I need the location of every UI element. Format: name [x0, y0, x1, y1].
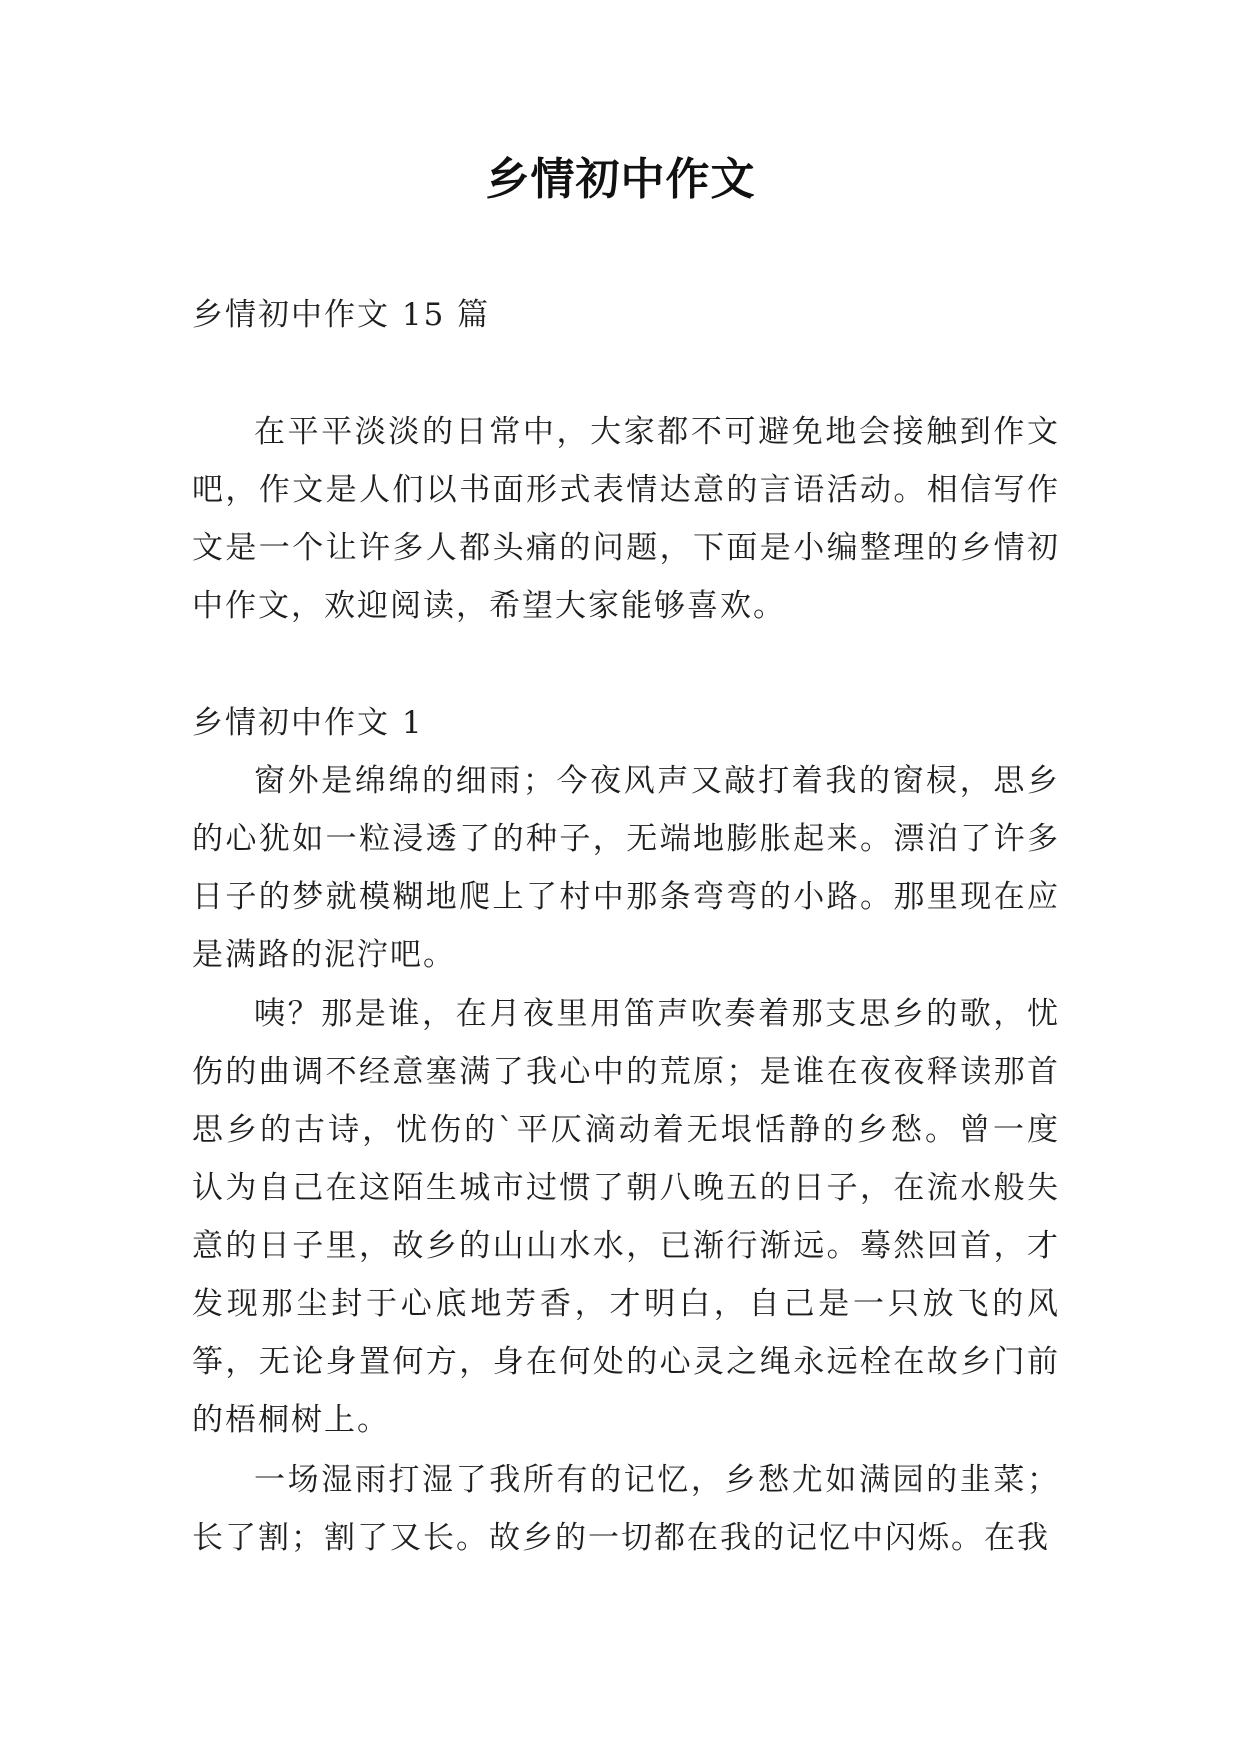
body-paragraph: 窗外是绵绵的细雨；今夜风声又敲打着我的窗棂，思乡的心犹如一粒浸透了的种子，无端地膨胀起来。漂泊了许多日子的梦就模糊地爬上了村中那条弯弯的小路。那里现在应是满路的泥泞吧。	[192, 763, 1060, 973]
document-subtitle: 乡情初中作文 15 篇	[192, 297, 491, 333]
section-heading: 乡情初中作文 1	[192, 705, 424, 741]
document-title: 乡情初中作文	[485, 154, 756, 205]
body-paragraph: 一场湿雨打湿了我所有的记忆，乡愁尤如满园的韭菜；长了割；割了又长。故乡的一切都在我的记忆中闪烁。在我	[192, 1462, 1060, 1556]
body-paragraph: 咦？那是谁，在月夜里用笛声吹奏着那支思乡的歌，忧伤的曲调不经意塞满了我心中的荒原；是谁在夜夜释读那首思乡的古诗，忧伤的`平仄滴动着无垠恬静的乡愁。曾一度认为自己在这陌生城市过惯了朝八晚五的日子，在流水般失意的日子里，故乡的山山水水，已渐行渐远。蓦然回首，才发现那尘封于心底地芳香，才明白，自己是一只放飞的风筝，无论身置何方，身在何处的心灵之绳永远栓在故乡门前的梧桐树上。	[192, 996, 1060, 1438]
intro-paragraph: 在平平淡淡的日常中，大家都不可避免地会接触到作文吧，作文是人们以书面形式表情达意的言语活动。相信写作文是一个让许多人都头痛的问题，下面是小编整理的乡情初中作文，欢迎阅读，希望大家能够喜欢。	[192, 414, 1060, 624]
